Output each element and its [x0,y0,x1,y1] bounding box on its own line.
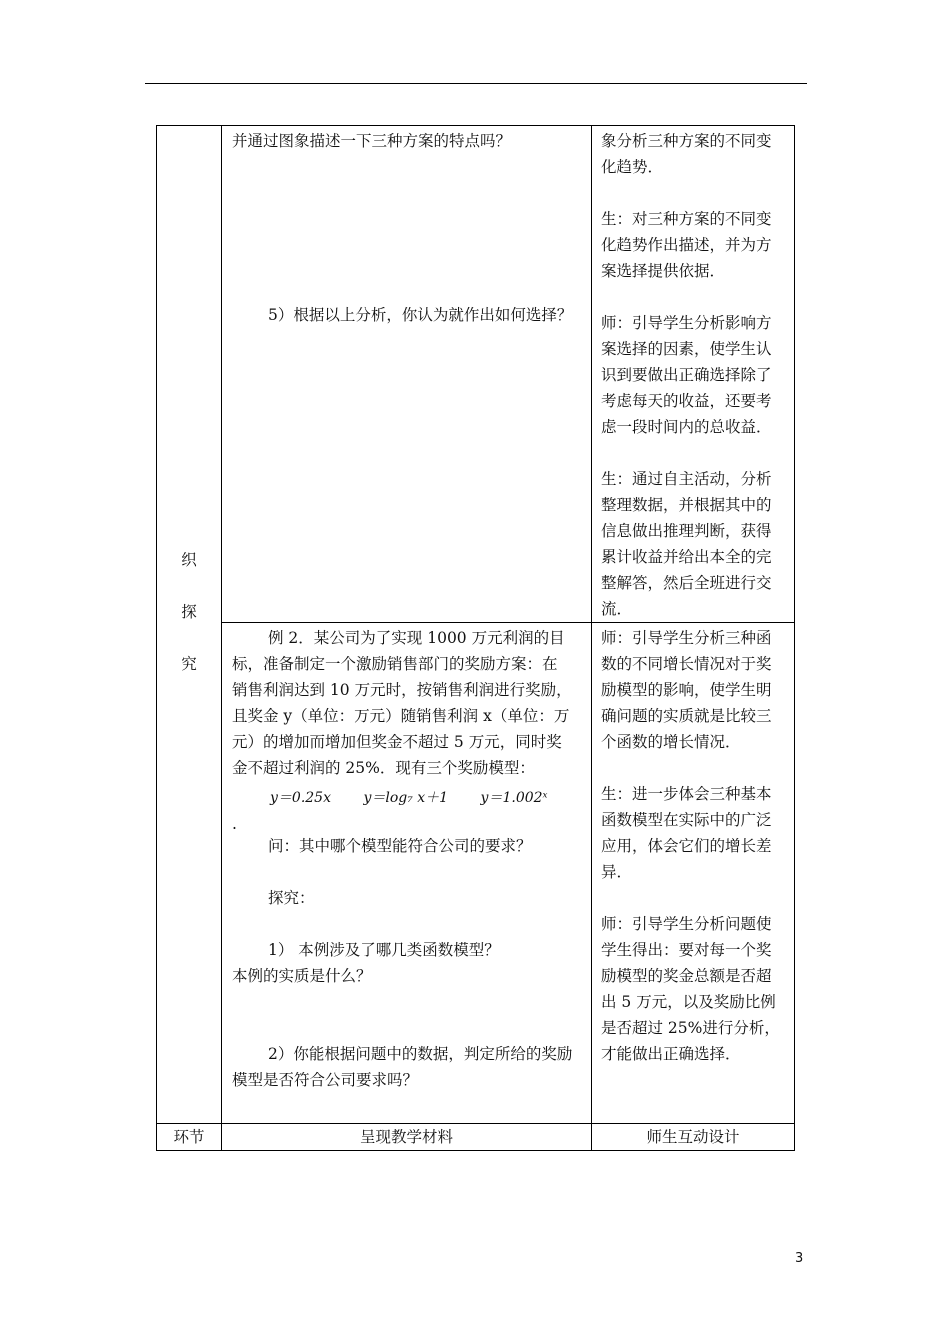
lesson-plan-table [156,125,795,1151]
formula-linear: y＝0.25x [270,790,331,806]
interaction-line: 函数模型在实际中的广泛 [601,811,772,829]
column-header-stage: 环节 [157,1124,222,1151]
interaction-line: 化趋势作出描述，并为方 [601,236,772,254]
interaction-line: 生：对三种方案的不同变 [601,210,772,228]
formula-log: y＝log₇ x＋1 [363,790,449,806]
interaction-line: 虑一段时间内的总收益． [601,418,772,436]
interaction-line: 应用，体会它们的增长差 [601,837,772,855]
interaction-line: 是否超过 25%进行分析， [601,1019,780,1037]
interaction-cell [592,623,795,1124]
formula-exp: y＝1.002ˣ [480,790,548,806]
question-line: 本例的实质是什么？ [232,967,372,985]
stage-cell [157,126,222,1124]
interaction-line: 流． [601,600,633,618]
question-line: 问：其中哪个模型能符合公司的要求？ [268,837,532,855]
question-line: 模型是否符合公司要求吗？ [232,1071,419,1089]
interaction-line: 出 5 万元，以及奖励比例 [601,993,776,1011]
interaction-line: 案选择的因素，使学生认 [601,340,772,358]
interaction-line: 案选择提供依据． [601,262,726,280]
example-line: 金不超过利润的 25%．现有三个奖励模型： [232,759,535,777]
interaction-line: 考虑每天的收益，还要考 [601,392,772,410]
interaction-line: 累计收益并给出本全的完 [601,548,772,566]
table-row [157,126,795,623]
interaction-line: 确问题的实质就是比较三 [601,707,772,725]
material-cell [222,623,592,1124]
example-line: 例 2．某公司为了实现 1000 万元利润的目 [268,629,565,647]
interaction-line: 励模型的奖金总额是否超 [601,967,772,985]
interaction-line: 整理数据，并根据其中的 [601,496,772,514]
interaction-line: 个函数的增长情况． [601,733,741,751]
interaction-line: 数的不同增长情况对于奖 [601,655,772,673]
stage-char: 究 [181,655,197,673]
material-line: 5）根据以上分析，你认为就作出如何选择？ [268,306,573,324]
page-number: 3 [795,1251,804,1266]
interaction-line: 励模型的影响，使学生明 [601,681,772,699]
stage-char: 探 [181,603,197,621]
table-header-row [157,1124,795,1151]
interaction-line: 识到要做出正确选择除了 [601,366,772,384]
example-line: 且奖金 y（单位：万元）随销售利润 x（单位：万 [232,707,570,725]
interaction-line: 师：引导学生分析影响方 [601,314,772,332]
explore-heading: 探究： [268,889,315,907]
header-rule [145,83,807,84]
interaction-cell [592,126,795,623]
interaction-line: 生：通过自主活动，分析 [601,470,772,488]
stage-char: 织 [181,551,197,569]
interaction-line: 整解答，然后全班进行交 [601,574,772,592]
interaction-line: 师：引导学生分析三种函 [601,629,772,647]
material-cell [222,126,592,623]
example-line: 元）的增加而增加但奖金不超过 5 万元，同时奖 [232,733,562,751]
formula-row [232,781,583,815]
question-line: 1） 本例涉及了哪几类函数模型？ [268,941,500,959]
interaction-line: 才能做出正确选择． [601,1045,741,1063]
interaction-line: 化趋势． [601,158,664,176]
interaction-line: 生：进一步体会三种基本 [601,785,772,803]
interaction-line: 象分析三种方案的不同变 [601,132,772,150]
example-line: 标，准备制定一个激励销售部门的奖励方案：在 [232,655,558,673]
material-line: 并通过图象描述一下三种方案的特点吗？ [232,132,512,150]
interaction-line: 学生得出：要对每一个奖 [601,941,772,959]
question-line: 2）你能根据问题中的数据，判定所给的奖励 [268,1045,573,1063]
period-mark: . [232,815,237,833]
example-line: 销售利润达到 10 万元时，按销售利润进行奖励， [232,681,572,699]
column-header-interaction: 师生互动设计 [592,1124,795,1151]
interaction-line: 信息做出推理判断，获得 [601,522,772,540]
interaction-line: 师：引导学生分析问题使 [601,915,772,933]
interaction-line: 异． [601,863,633,881]
column-header-material: 呈现教学材料 [222,1124,592,1151]
table-row [157,623,795,1124]
